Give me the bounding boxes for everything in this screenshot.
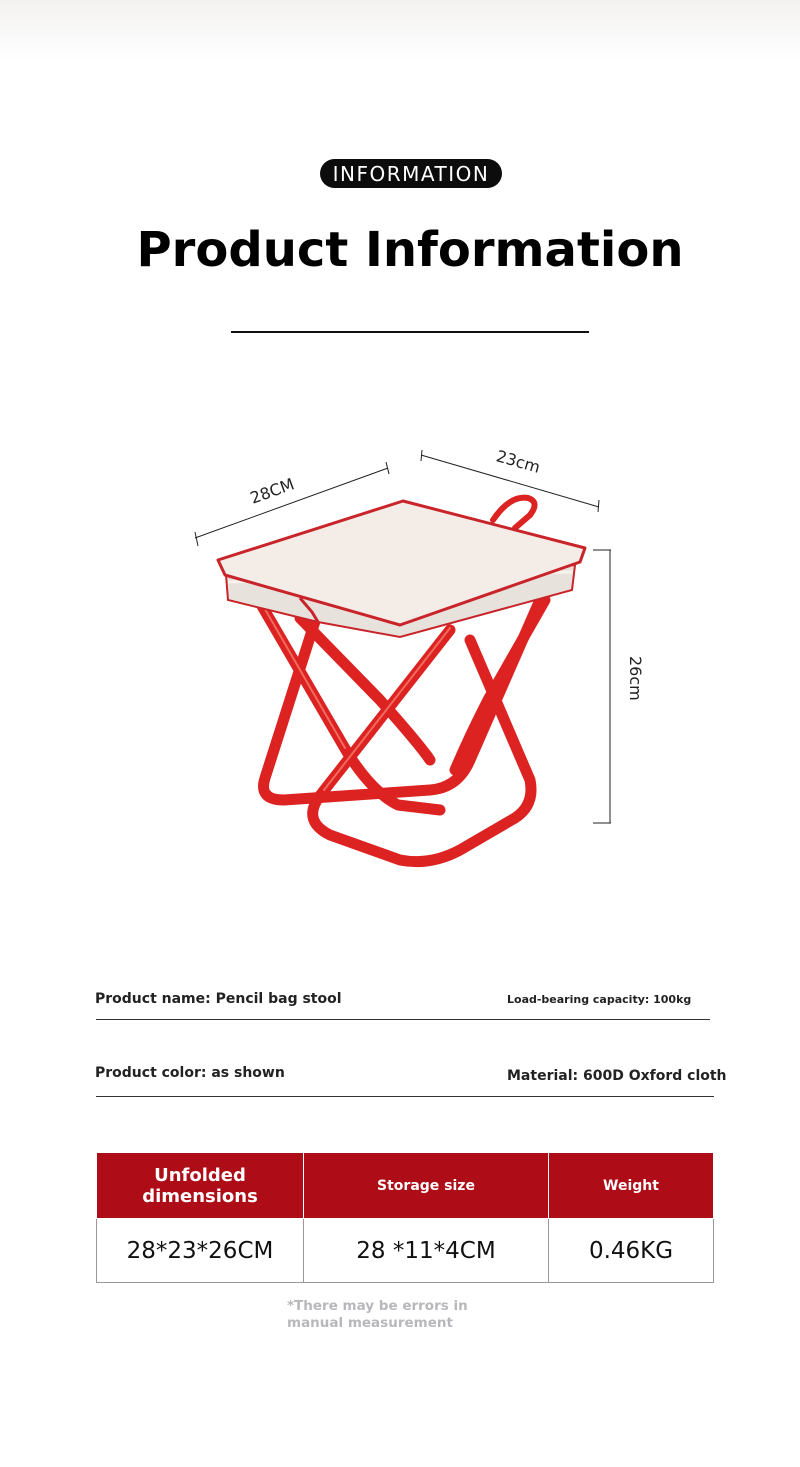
title-divider — [231, 331, 589, 333]
width-dimension-label: 28CM — [247, 474, 297, 508]
value-weight: 0.46KG — [549, 1219, 714, 1283]
load-bearing-capacity: Load-bearing capacity: 100kg — [507, 993, 692, 1006]
top-background-haze — [0, 0, 800, 60]
stool-frame — [262, 600, 545, 862]
carry-strap — [493, 498, 535, 528]
details-divider-1 — [96, 1019, 710, 1020]
value-storage-size: 28 *11*4CM — [304, 1219, 549, 1283]
depth-dimension-label: 23cm — [494, 446, 543, 477]
value-unfolded-dimensions: 28*23*26CM — [97, 1219, 304, 1283]
stool-dimension-diagram — [150, 420, 670, 890]
spec-table — [96, 1152, 714, 1283]
product-name: Product name: Pencil bag stool — [95, 991, 342, 1007]
product-color: Product color: as shown — [95, 1065, 285, 1081]
material: Material: 600D Oxford cloth — [507, 1068, 727, 1084]
spec-table-row — [97, 1219, 714, 1283]
page-title: Product Information — [136, 222, 684, 278]
spec-table-header-row — [97, 1153, 714, 1219]
details-divider-2 — [96, 1096, 714, 1097]
header-storage-size: Storage size — [304, 1153, 549, 1219]
information-badge: INFORMATION — [320, 159, 502, 188]
measurement-note: *There may be errors in manual measurement — [287, 1298, 468, 1331]
header-unfolded-dimensions: Unfolded dimensions — [97, 1153, 304, 1219]
height-dimension-label: 26cm — [626, 656, 645, 701]
header-weight: Weight — [549, 1153, 714, 1219]
